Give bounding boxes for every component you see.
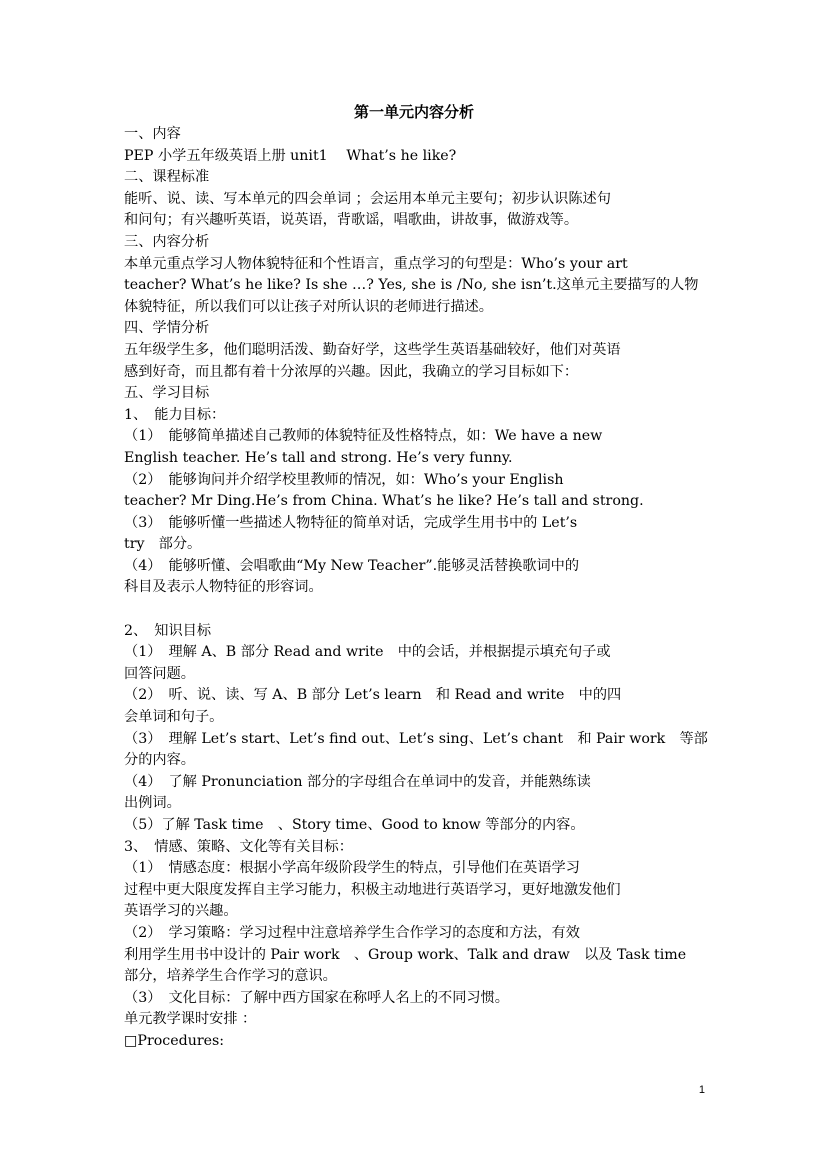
text-line: 部分，培养学生合作学习的意识。 xyxy=(124,968,337,985)
text-line: 会单词和句子。 xyxy=(124,709,224,726)
text-line: 感到好奇，而且都有着十分浓厚的兴趣。因此，我确立的学习目标如下： xyxy=(124,363,579,380)
text-line: （1） 理解 A、B 部分 Read and write 中的会话，并根据提示填充句子或 xyxy=(124,644,611,661)
text-line: try 部分。 xyxy=(124,536,202,553)
text-line: 1、 能力目标： xyxy=(124,406,226,423)
text-line: 和问句；有兴趣听英语，说英语，背歌谣，唱歌曲，讲故事，做游戏等。 xyxy=(124,212,579,229)
text-line: teacher? Mr Ding.He’s from China. What’s he like? He’s tall and strong. xyxy=(124,493,644,510)
text-line: （4） 了解 Pronunciation 部分的字母组合在单词中的发音，并能熟练读 xyxy=(124,773,591,790)
text-line: 三、内容分析 xyxy=(124,233,210,250)
blank-line xyxy=(124,599,704,621)
text-line: （2） 学习策略：学习过程中注意培养学生合作学习的态度和方法，有效 xyxy=(124,924,580,941)
text-line: 回答问题。 xyxy=(124,665,195,682)
text-line: 过程中更大限度发挥自主学习能力，积极主动地进行英语学习，更好地激发他们 xyxy=(124,881,621,898)
text-line: 五年级学生多，他们聪明活泼、勤奋好学，这些学生英语基础较好，他们对英语 xyxy=(124,341,621,358)
text-line: PEP 小学五年级英语上册 unit1 What’s he like? xyxy=(124,147,457,164)
text-line: 二、课程标准 xyxy=(124,169,210,186)
text-line: 体貌特征，所以我们可以让孩子对所认识的老师进行描述。 xyxy=(124,298,493,315)
text-line: 本单元重点学习人物体貌特征和个性语言，重点学习的句型是：Who’s your art xyxy=(124,255,628,272)
text-line: （3） 理解 Let’s start、Let’s find out、Let’s sing、Let’s chant 和 Pair work 等部 xyxy=(124,730,708,747)
page-number: 1 xyxy=(698,1084,705,1096)
text-line: 四、学情分析 xyxy=(124,320,210,337)
text-line: 五、学习目标 xyxy=(124,385,210,402)
text-line: （3） 能够听懂一些描述人物特征的简单对话，完成学生用书中的 Let’s xyxy=(124,514,578,531)
text-line: 英语学习的兴趣。 xyxy=(124,903,238,920)
text-line: English teacher. He’s tall and strong. He’s very funny. xyxy=(124,449,513,466)
text-line: □Procedures: xyxy=(124,1032,225,1049)
text-line: 一、内容 xyxy=(124,126,181,142)
text-line: 能听、说、读、写本单元的四会单词 ；会运用本单元主要句；初步认识陈述句 xyxy=(124,190,611,207)
document-body xyxy=(124,100,708,1053)
text-line: 分的内容。 xyxy=(124,752,195,769)
text-line: 单元教学课时安排 ： xyxy=(124,1011,257,1028)
text-line: （1） 情感态度：根据小学高年级阶段学生的特点，引导他们在英语学习 xyxy=(124,860,580,877)
text-line: 3、 情感、策略、文化等有关目标： xyxy=(124,838,353,855)
text-line: 科目及表示人物特征的形容词。 xyxy=(124,579,323,596)
text-line: （4） 能够听懂、会唱歌曲“My New Teacher”.能够灵活替换歌词中的 xyxy=(124,557,580,574)
text-line: 利用学生用书中设计的 Pair work 、Group work、Talk and draw 以及 Task time xyxy=(124,946,687,963)
text-line: （2） 听、说、读、写 A、B 部分 Let’s learn 和 Read and write 中的四 xyxy=(124,687,622,704)
page-title: 第一单元内容分析 xyxy=(353,103,474,121)
text-lines xyxy=(124,124,708,1053)
text-line: （2） 能够询问并介绍学校里教师的情况，如：Who’s your English xyxy=(124,471,564,488)
text-line: teacher? What’s he like? Is she …? Yes, she is /No, she isn’t.这单元主要描写的人物 xyxy=(124,277,699,294)
text-line: （1） 能够简单描述自己教师的体貌特征及性格特点，如：We have a new xyxy=(124,428,603,445)
text-line: （3） 文化目标：了解中西方国家在称呼人名上的不同习惯。 xyxy=(124,989,509,1006)
text-line: （5）了解 Task time 、Story time、Good to know 等部分的内容。 xyxy=(124,817,585,833)
text-line: 出例词。 xyxy=(124,795,181,812)
text-line: 2、 知识目标 xyxy=(124,622,212,639)
